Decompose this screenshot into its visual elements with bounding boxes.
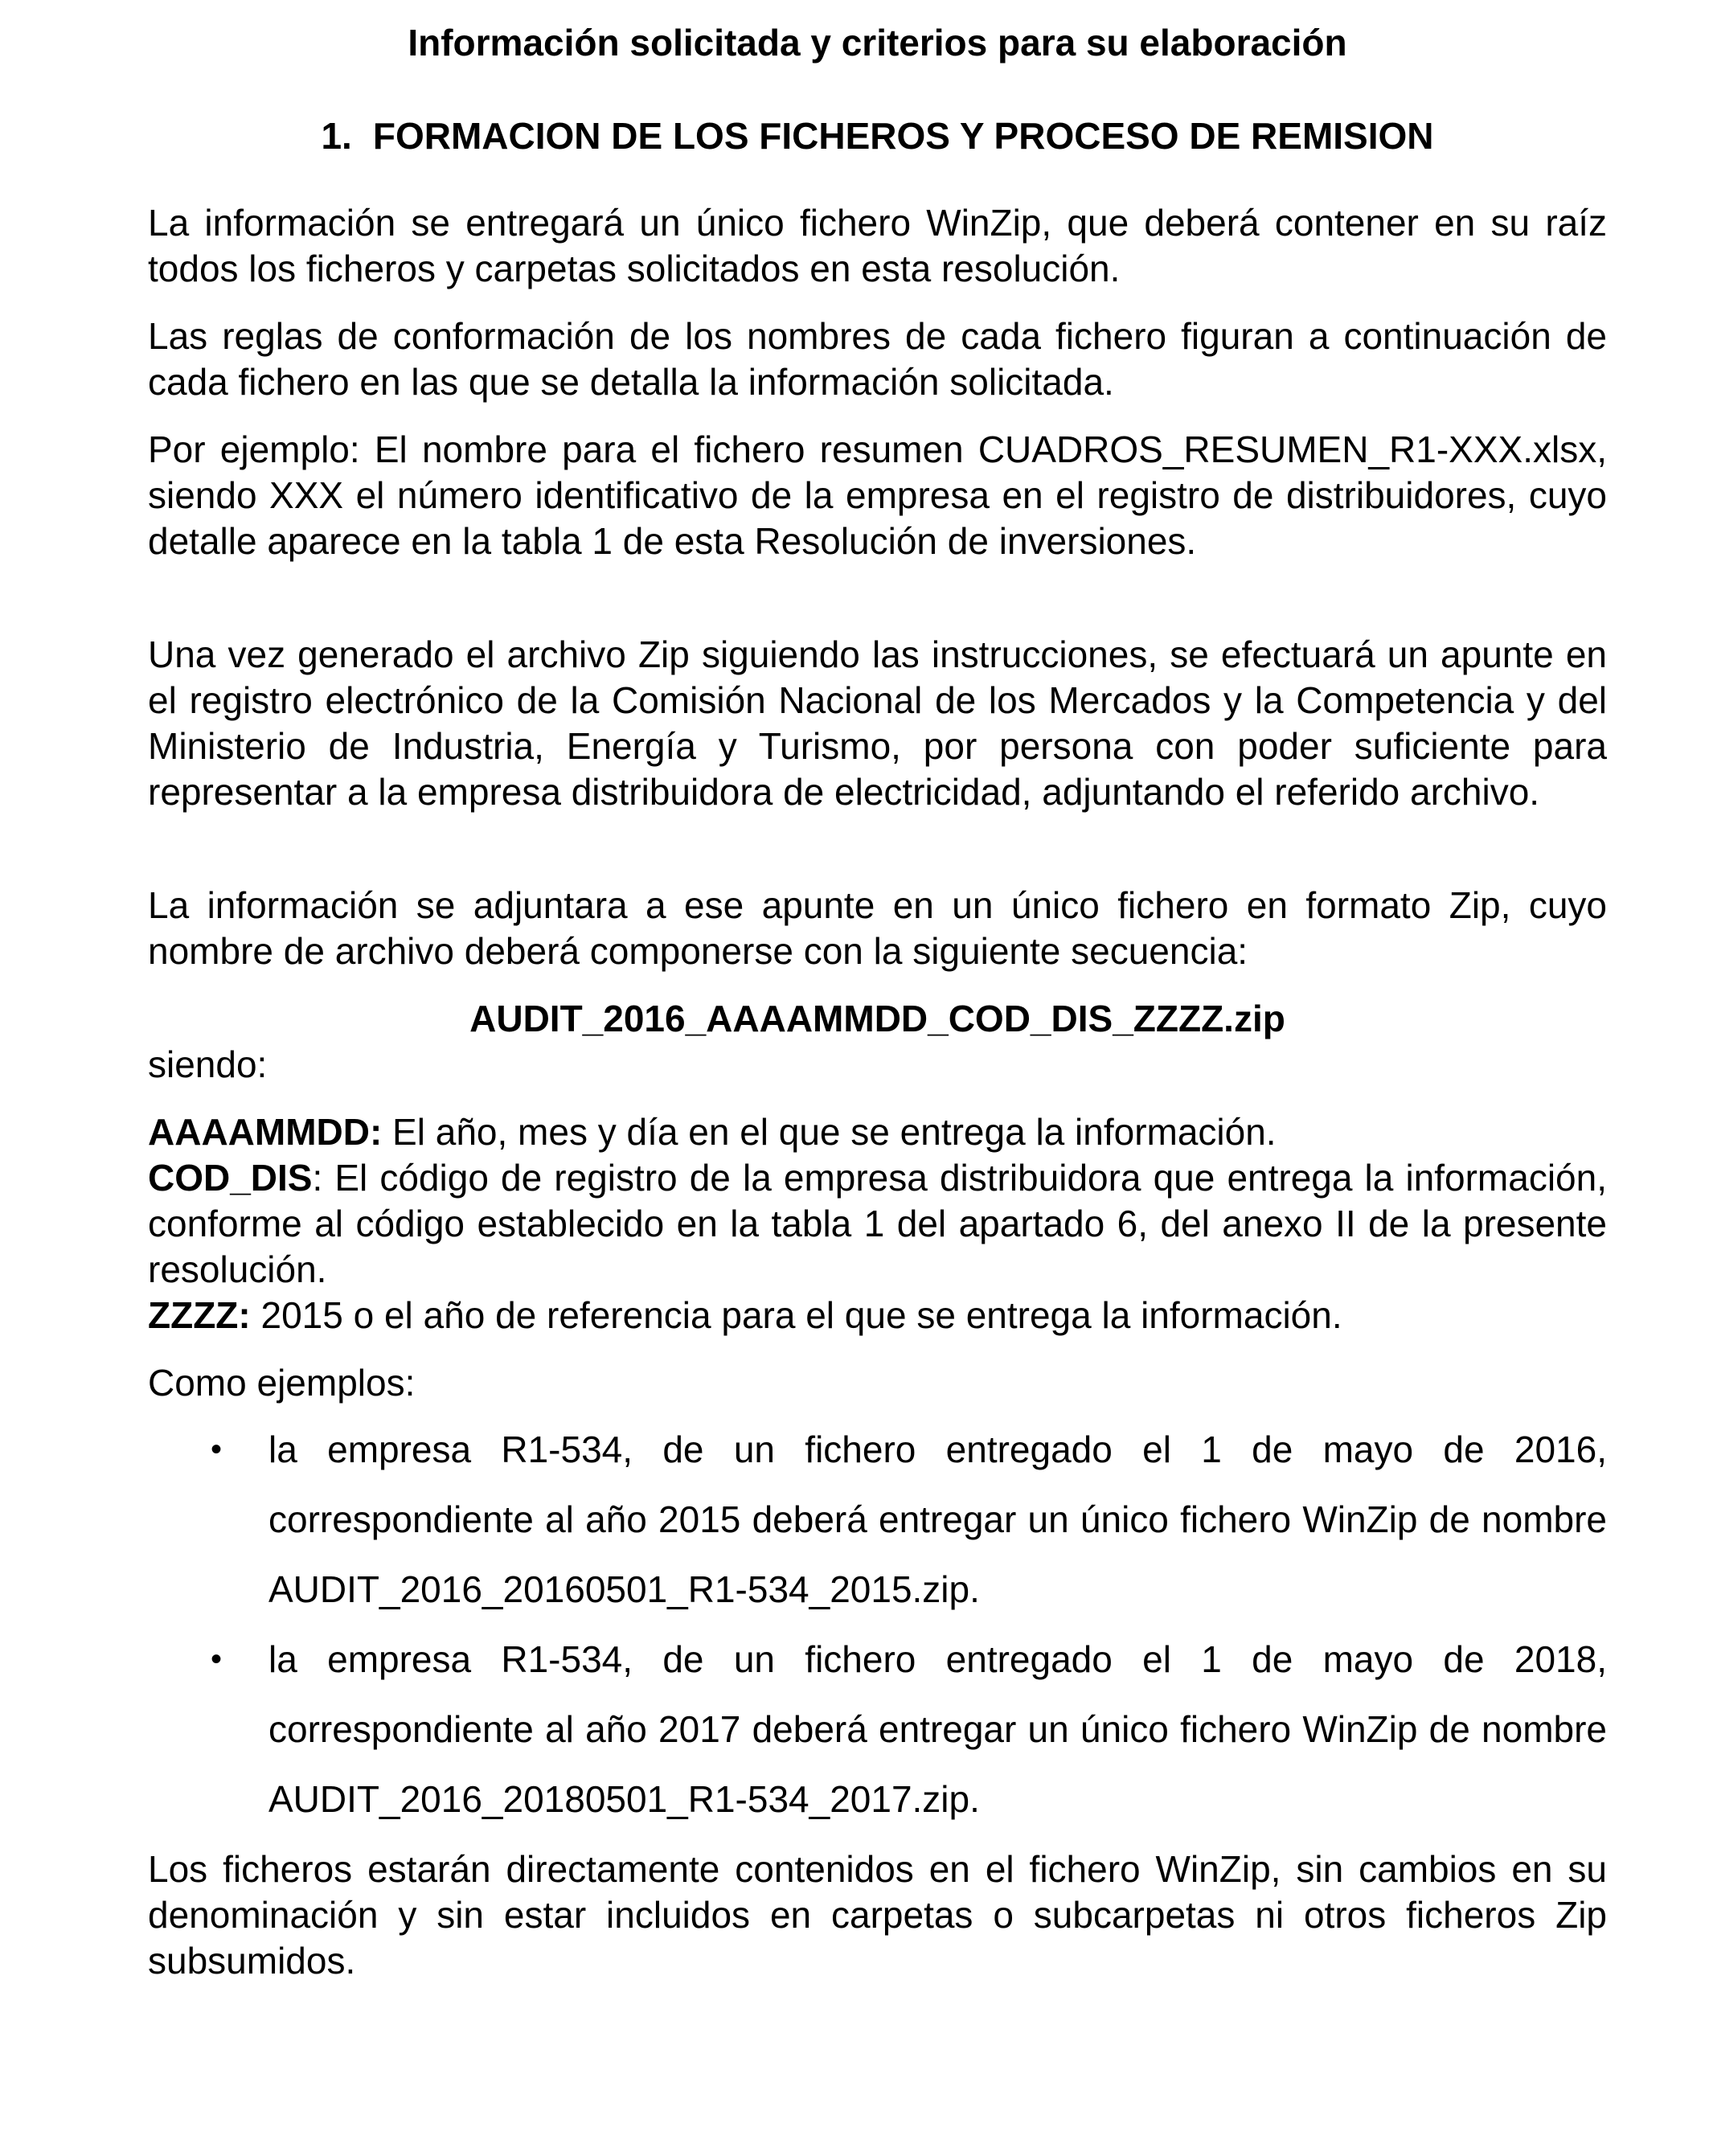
- examples-list: [148, 1415, 1607, 1834]
- paragraph-4: Una vez generado el archivo Zip siguiendo las instrucciones, se efectuará un apunte en el registro electrónico de la Comisión Nacional de los Mercados y la Competencia y del Ministerio de Industria, Energía y Turismo, por persona con poder suficiente para representar a la empresa distribuidora de electricidad, adjuntando el referido archivo.: [148, 633, 1607, 813]
- definition-aaaammdd: [148, 1109, 1607, 1155]
- definition-text: : El código de registro de la empresa distribuidora que entrega la información, conforme al código establecido en la tabla 1 del apartado 6, del anexo II de la presente resolución.: [148, 1157, 1607, 1290]
- closing-paragraph: Los ficheros estarán directamente contenidos en el fichero WinZip, sin cambios en su denominación y sin estar incluidos en carpetas o subcarpetas ni otros ficheros Zip subsumidos.: [148, 1848, 1607, 1982]
- example-text: la empresa R1-534, de un fichero entregado el 1 de mayo de 2016, correspondiente al año 2015 deberá entregar un único fichero WinZip de nombre AUDIT_2016_20160501_R1-534_2015.zip.: [268, 1428, 1607, 1610]
- definition-term: ZZZZ:: [148, 1294, 251, 1336]
- definition-text: 2015 o el año de referencia para el que se entrega la información.: [250, 1294, 1342, 1336]
- bullet-icon: •: [211, 1642, 223, 1677]
- list-item: [148, 1415, 1607, 1625]
- definition-term: COD_DIS: [148, 1157, 313, 1199]
- bullet-icon: •: [211, 1432, 223, 1467]
- siendo-label: siendo:: [148, 1043, 268, 1085]
- definition-text: El año, mes y día en el que se entrega la información.: [382, 1111, 1277, 1153]
- document-title: Información solicitada y criterios para su elaboración: [408, 22, 1347, 64]
- paragraph-5: La información se adjuntara a ese apunte en un único fichero en formato Zip, cuyo nombre de archivo deberá componerse con la siguiente secuencia:: [148, 884, 1607, 972]
- paragraph-2: Las reglas de conformación de los nombres de cada fichero figuran a continuación de cada fichero en las que se detalla la información solicitada.: [148, 315, 1607, 403]
- section-heading: [148, 109, 1607, 162]
- paragraph-1: La información se entregará un único fichero WinZip, que deberá contener en su raíz todos los ficheros y carpetas solicitados en esta resolución.: [148, 202, 1607, 289]
- section-number: 1.: [321, 115, 352, 157]
- examples-intro: Como ejemplos:: [148, 1362, 416, 1404]
- paragraph-3: Por ejemplo: El nombre para el fichero resumen CUADROS_RESUMEN_R1-XXX.xlsx, siendo XXX el número identificativo de la empresa en el registro de distribuidores, cuyo detalle aparece en la tabla 1 de esta Resolución de inversiones.: [148, 428, 1607, 562]
- definition-zzzz: [148, 1293, 1607, 1338]
- definition-term: AAAAMMDD:: [148, 1111, 383, 1153]
- list-item: [148, 1625, 1607, 1834]
- section-heading-text: FORMACION DE LOS FICHEROS Y PROCESO DE REMISION: [372, 115, 1434, 157]
- definitions-list: [148, 1109, 1607, 1338]
- definition-cod-dis: [148, 1155, 1607, 1293]
- filename-pattern: AUDIT_2016_AAAAMMDD_COD_DIS_ZZZZ.zip: [469, 998, 1285, 1039]
- example-text: la empresa R1-534, de un fichero entregado el 1 de mayo de 2018, correspondiente al año 2017 deberá entregar un único fichero WinZip de nombre AUDIT_2016_20180501_R1-534_2017.zip.: [268, 1638, 1607, 1820]
